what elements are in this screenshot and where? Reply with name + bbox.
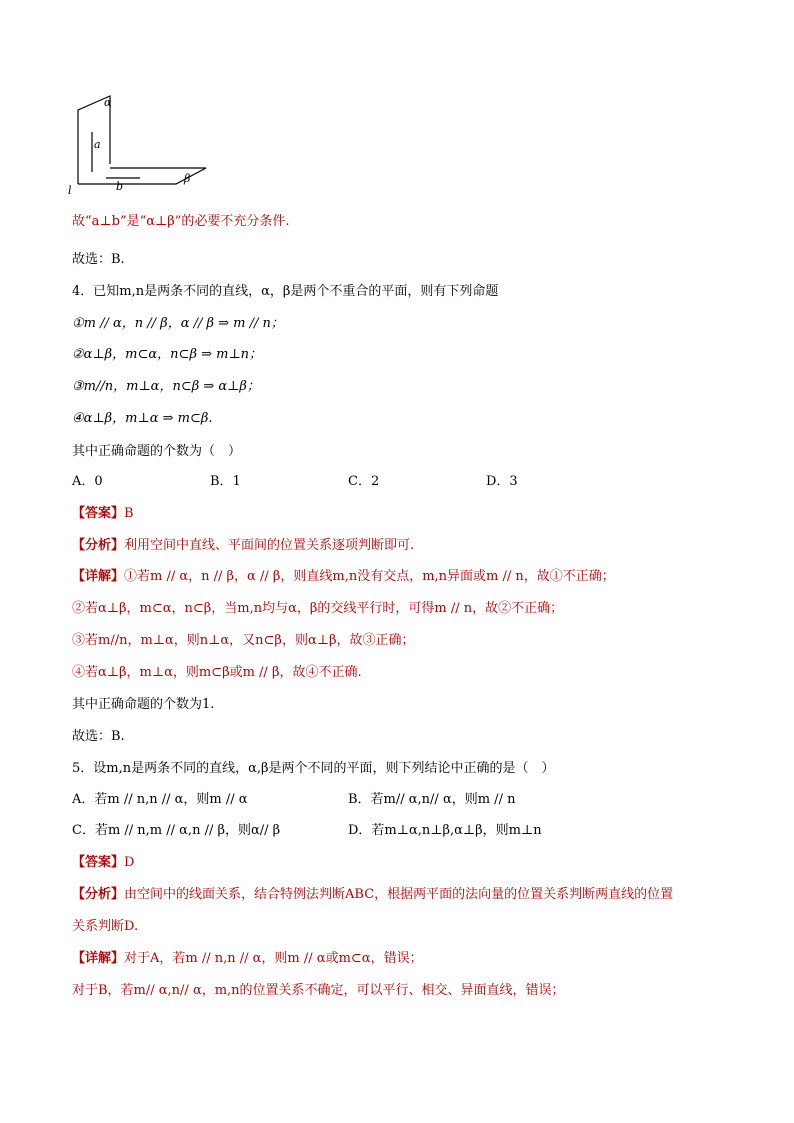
q5-analysis-2: 关系判断D. [72,919,139,934]
q4-analysis-tag: 【分析】 [72,538,125,553]
q4-stem: 4．已知m,n是两条不同的直线，α，β是两个不重合的平面，则有下列命题 [72,284,499,299]
q4-analysis: 利用空间中直线、平面间的位置关系逐项判断即可. [124,538,415,553]
q4-option-c: C．2 [348,474,380,489]
q4-detail-2: ②若α⊥β，m⊂α，n⊂β，当m,n均与α，β的交线平行时，可得m // n，故②不正确； [72,601,564,616]
label-b: b [116,180,124,193]
q5-option-c: C．若m // n,m // α,n // β，则α// β [72,823,281,838]
q5-option-a: A．若m // n,n // α，则m // α [72,792,248,807]
q4-prop-1: ①m // α，n // β，α // β ⇒ m // n； [72,316,284,331]
q5-option-b: B．若m// α,n// α，则m // n [348,792,516,807]
q5-detail-1: 对于A，若m // n,n // α，则m // α或m⊂α，错误； [124,951,423,966]
q5-answer: D [124,855,135,870]
geometry-figure [64,92,214,202]
q4-prop-4: ④α⊥β，m⊥α ⇒ m⊂β. [72,411,213,426]
q5-detail-2: 对于B，若m// α,n// α，m,n的位置关系不确定，可以平行、相交、异面直线，错误； [72,983,565,998]
q4-detail-4: ④若α⊥β，m⊥α，则m⊂β或m // β，故④不正确. [72,665,362,680]
q5-analysis-1: 由空间中的线面关系，结合特例法判断ABC，根据两平面的法向量的位置关系判断两直线的位置 [124,887,674,902]
q4-detail-tag: 【详解】 [72,569,125,584]
q4-detail-line-1 [72,567,615,587]
q5-option-d: D．若m⊥α,n⊥β,α⊥β，则m⊥n [348,823,542,838]
label-a: a [94,138,101,151]
q5-stem: 5．设m,n是两条不同的直线，α,β是两个不同的平面，则下列结论中正确的是（ ） [72,761,555,776]
q4-detail-1: ①若m // α，n // β，α // β，则直线m,n没有交点，m,n异面或m // n，故①不正确； [124,569,615,584]
q4-answer-line [72,504,134,524]
prev-conclusion: 故“a⊥b”是“α⊥β”的必要不充分条件. [72,214,290,229]
label-alpha: α [104,96,112,109]
q5-detail-tag: 【详解】 [72,951,125,966]
q4-choose: 故选：B. [72,729,125,744]
q4-option-d: D．3 [486,474,518,489]
q5-answer-line [72,853,134,873]
q4-answer: B [124,506,134,521]
q4-option-a: A．0 [72,474,103,489]
q4-answer-tag: 【答案】 [72,506,125,521]
q4-prop-2: ②α⊥β，m⊂α，n⊂β ⇒ m⊥n； [72,347,263,362]
q5-analysis-line-1 [72,885,673,905]
q5-analysis-tag: 【分析】 [72,887,125,902]
label-l: l [68,184,72,197]
q4-option-b: B．1 [210,474,241,489]
q4-count: 其中正确命题的个数为1. [72,697,215,712]
q4-detail-3: ③若m//n，m⊥α，则n⊥α，又n⊂β，则α⊥β，故③正确； [72,633,415,648]
q5-detail-line-1 [72,949,423,969]
q4-analysis-line [72,536,414,556]
q5-answer-tag: 【答案】 [72,855,125,870]
label-beta: β [184,172,191,185]
q4-prop-3: ③m//n，m⊥α，n⊂β ⇒ α⊥β； [72,379,260,394]
prev-choose: 故选：B. [72,252,125,267]
q4-ask: 其中正确命题的个数为（ ） [72,444,242,459]
